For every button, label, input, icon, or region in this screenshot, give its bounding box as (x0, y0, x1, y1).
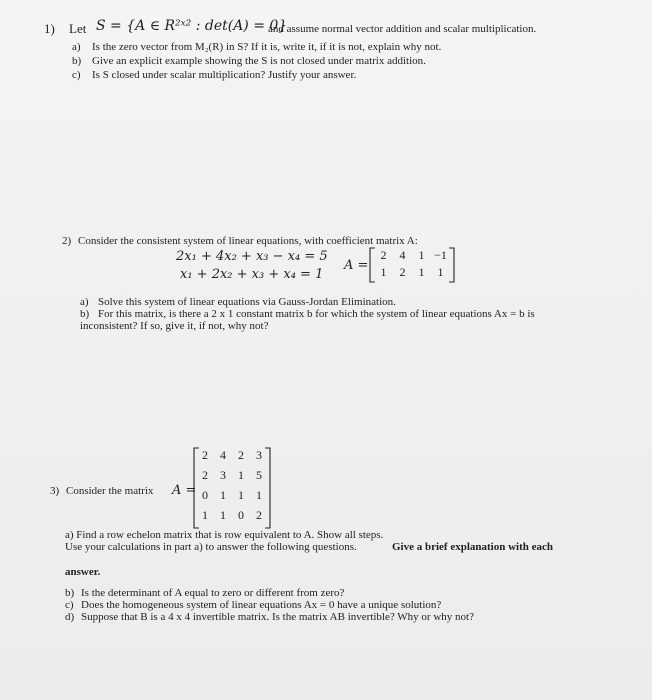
q3-part-a: a) Find a row echelon matrix that is row equivalent to A. Show all steps. (65, 529, 384, 541)
q3-matrix-cell: 3 (220, 468, 226, 482)
q3-matrix-cell: 1 (238, 468, 244, 482)
q1-part-b-text: Give an explicit example showing the S is not closed under matrix addition. (92, 55, 426, 67)
q2-number: 2) (62, 235, 72, 247)
q3-matrix-cell: 4 (220, 448, 226, 462)
q1-set-definition: S = {A ∈ R²ˣ² : det(A) = 0} (96, 18, 288, 34)
q2-equation-1: 2x₁ + 4x₂ + x₃ − x₄ = 5 (176, 249, 328, 264)
q3-matrix-cell: 2 (238, 448, 244, 462)
q3-matrix-cell: 0 (202, 488, 208, 502)
q2-part-b-label: b) (80, 308, 90, 320)
q2-matrix-cell: −1 (434, 248, 447, 262)
q3-matrix-cell: 3 (256, 448, 262, 462)
q3-number: 3) (50, 485, 60, 497)
q3-matrix-cell: 2 (202, 448, 208, 462)
q2-part-b-text: For this matrix, is there a 2 x 1 constant matrix b for which the system of linear equations Ax = b is (98, 308, 535, 320)
q1-lead: Let (69, 21, 87, 36)
q3-part-d-label: d) (65, 611, 75, 623)
q2-matrix-label: A = (344, 258, 369, 273)
q3-matrix-cell: 2 (202, 468, 208, 482)
q3-brief-explanation-end: answer. (65, 566, 101, 578)
q2-matrix-cell: 2 (399, 265, 406, 279)
q2-part-b-continued: inconsistent? If so, give it, if not, why not? (80, 320, 269, 332)
q3-brief-explanation: Give a brief explanation with each (392, 541, 554, 553)
q3-part-b-text: Is the determinant of A equal to zero or different from zero? (81, 587, 345, 599)
q2-matrix (369, 247, 455, 283)
q2-part-a-text: Solve this system of linear equations via Gauss-Jordan Elimination. (98, 296, 396, 308)
q3-matrix-cell: 2 (256, 508, 262, 522)
q1-part-c-text: Is S closed under scalar multiplication? Justify your answer. (92, 69, 357, 81)
q1-part-c-label: c) (72, 69, 81, 81)
q2-matrix-cell: 2 (380, 248, 387, 262)
q2-matrix-cell: 1 (418, 265, 425, 279)
q3-part-d-text: Suppose that B is a 4 x 4 invertible matrix. Is the matrix AB invertible? Why or why not? (81, 611, 474, 623)
q2-equation-2: x₁ + 2x₂ + x₃ + x₄ = 1 (180, 267, 324, 282)
q1-part-a-text: Is the zero vector from M₂(R) in S? If it is, write it, if it is not, explain why not. (92, 41, 442, 53)
q3-matrix-cell: 1 (256, 488, 262, 502)
q1-assumption: and assume normal vector addition and scalar multiplication. (268, 23, 537, 35)
q1-part-b-label: b) (72, 55, 82, 67)
q2-matrix-cell: 4 (399, 248, 406, 262)
q2-part-a-label: a) (80, 296, 89, 308)
q3-matrix-cell: 0 (238, 508, 244, 522)
q3-part-c-text: Does the homogeneous system of linear equations Ax = 0 have a unique solution? (81, 599, 442, 611)
q2-matrix-cell: 1 (437, 265, 444, 279)
q3-matrix-cell: 5 (256, 468, 262, 482)
q3-matrix (193, 447, 271, 529)
q1-part-a-label: a) (72, 41, 81, 53)
q3-part-c-label: c) (65, 599, 74, 611)
q2-matrix-cell: 1 (418, 248, 425, 262)
q3-matrix-label: A = (172, 483, 197, 498)
q2-intro: Consider the consistent system of linear equations, with coefficient matrix A: (78, 235, 418, 247)
q3-matrix-cell: 1 (220, 488, 226, 502)
q3-matrix-cell: 1 (202, 508, 208, 522)
q3-part-b-label: b) (65, 587, 75, 599)
q3-matrix-cell: 1 (220, 508, 226, 522)
q3-use-calculations: Use your calculations in part a) to answer the following questions. (65, 541, 357, 553)
q2-matrix-cell: 1 (380, 265, 387, 279)
q3-matrix-cell: 1 (238, 488, 244, 502)
q3-intro: Consider the matrix (66, 485, 154, 497)
q1-number: 1) (44, 21, 55, 36)
